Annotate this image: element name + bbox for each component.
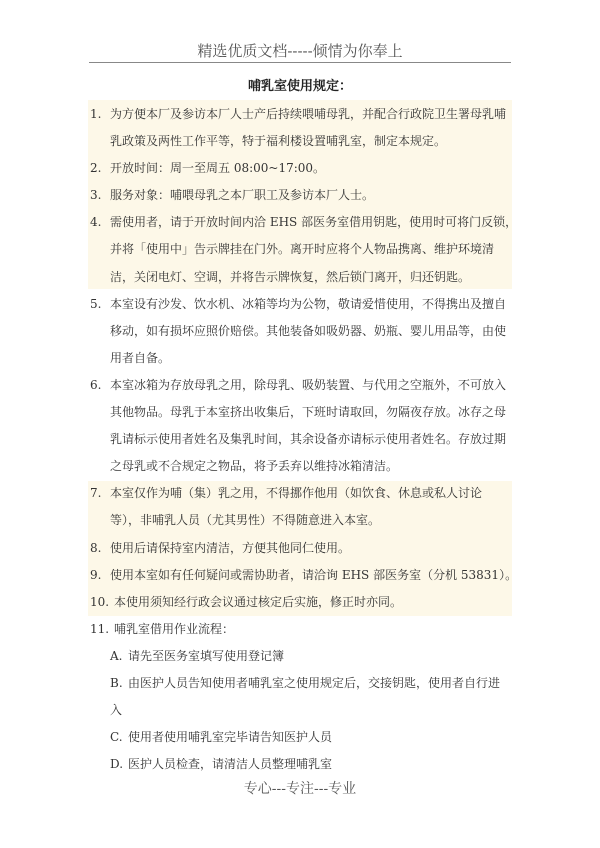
rule-item-line: 需使用者，请于开放时间内洽 EHS 部医务室借用钥匙，使用时可将门反锁，	[110, 215, 518, 230]
rule-item-line: 为方便本厂及参访本厂人士产后持续喂哺母乳，并配合行政院卫生署母乳哺	[110, 107, 507, 121]
rules-list	[90, 101, 520, 778]
rule-item	[90, 480, 520, 534]
rule-item-text	[110, 480, 520, 534]
page-footer: 专心---专注---专业	[243, 781, 357, 797]
rule-item-line: 开放时间：周一至周五 08:00~17:00。	[110, 161, 326, 176]
rule-item-line: 使用本室如有任何疑问或需协助者，请洽询 EHS 部医务室（分机 53831）。	[110, 567, 518, 582]
rule-item	[90, 101, 520, 155]
rule-item-text	[114, 589, 520, 616]
document-title: 哺乳室使用规定：	[247, 79, 352, 94]
rule-item	[90, 291, 520, 372]
rule-item-text	[110, 101, 520, 155]
rule-item-line: 并将「使用中」告示牌挂在门外。离开时应将个人物品携离、维护环境清	[110, 242, 495, 257]
rule-item-number: 8.	[90, 540, 102, 555]
rule-item-text	[110, 372, 520, 480]
procedure-step-number: A.	[110, 648, 123, 663]
header-divider	[89, 62, 511, 63]
procedure-step-text	[128, 751, 520, 778]
rule-item-text	[110, 291, 520, 372]
rule-item	[90, 589, 520, 616]
procedure-step-line: 由医护人员告知使用者哺乳室之使用规定后，交接钥匙，使用者自行进	[128, 675, 501, 690]
procedure-step-line: 使用者使用哺乳室完毕请告知医护人员	[128, 730, 333, 745]
rule-item-line: 本使用须知经行政会议通过核定后实施，修正时亦同。	[114, 594, 403, 609]
rule-item-number: 3.	[90, 188, 102, 203]
rule-item-text	[110, 155, 520, 182]
rule-item	[90, 209, 520, 290]
procedure-step	[90, 670, 520, 724]
procedure-step	[90, 751, 520, 778]
procedure-step	[90, 724, 520, 751]
procedure-step-number: D.	[110, 757, 124, 772]
rule-item-text	[110, 182, 520, 209]
procedure-step-line: 入	[110, 703, 123, 718]
rule-item-line: 服务对象：哺喂母乳之本厂职工及参访本厂人士。	[110, 188, 375, 203]
procedure-step	[90, 643, 520, 670]
procedure-step-text	[128, 724, 520, 751]
rule-item-line: 本室冰箱为存放母乳之用，除母乳、吸奶装置、与代用之空瓶外，不可放入	[110, 377, 507, 392]
procedure-step-number: B.	[110, 675, 123, 690]
page-header: 精选优质文档-----倾情为你奉上	[197, 42, 403, 60]
rule-item-text	[114, 616, 520, 643]
rule-item-line: 哺乳室借用作业流程：	[114, 621, 235, 636]
rule-item	[90, 182, 520, 209]
rule-item-text	[110, 209, 520, 290]
procedure-step-text	[128, 643, 520, 670]
procedure-step-text	[110, 670, 520, 724]
rule-item-text	[110, 535, 520, 562]
rule-item-line: 乳政策及两性工作平等，特于福利楼设置哺乳室，制定本规定。	[110, 134, 447, 149]
rule-item-number: 2.	[90, 161, 102, 176]
rule-item-line: 本室设有沙发、饮水机、冰箱等均为公物，敬请爱惜使用，不得携出及擅自	[110, 296, 507, 311]
rule-item	[90, 562, 520, 589]
procedure-step-number: C.	[110, 730, 123, 745]
rule-item-text	[110, 562, 520, 589]
rule-item	[90, 155, 520, 182]
rule-item	[90, 535, 520, 562]
rule-item-number: 4.	[90, 215, 102, 230]
rule-item-number: 11.	[90, 621, 110, 636]
rule-item-number: 6.	[90, 377, 102, 392]
rule-item-line: 等），非哺乳人员（尤其男性）不得随意进入本室。	[110, 513, 381, 528]
rule-item-number: 5.	[90, 296, 102, 311]
procedure-step-line: 请先至医务室填写使用登记簿	[128, 648, 285, 663]
rule-item-line: 用者自备。	[110, 350, 171, 365]
rule-item	[90, 616, 520, 643]
rule-item-line: 洁，关闭电灯、空调，并将告示牌恢复，然后锁门离开，归还钥匙。	[110, 269, 471, 284]
rule-item-line: 移动，如有损坏应照价赔偿。其他装备如吸奶器、奶瓶、婴儿用品等，由使	[110, 323, 507, 338]
rule-item	[90, 372, 520, 480]
rule-item-number: 10.	[90, 594, 110, 609]
rule-item-line: 其他物品。母乳于本室挤出收集后，下班时请取回，勿隔夜存放。冰存之母	[110, 405, 507, 420]
procedure-step-line: 医护人员检查，请清洁人员整理哺乳室	[128, 757, 333, 772]
rule-item-number: 1.	[90, 107, 102, 121]
rule-item-number: 9.	[90, 567, 102, 582]
rule-item-number: 7.	[90, 486, 102, 501]
rule-item-line: 乳请标示使用者姓名及集乳时间，其余设备亦请标示使用者姓名。存放过期	[110, 432, 507, 447]
rule-item-line: 本室仅作为哺（集）乳之用，不得挪作他用（如饮食、休息或私人讨论	[110, 486, 483, 501]
rule-item-line: 使用后请保持室内清洁，方便其他同仁使用。	[110, 540, 351, 555]
rule-item-line: 之母乳或不合规定之物品，将予丢弃以维持冰箱清洁。	[110, 459, 399, 474]
